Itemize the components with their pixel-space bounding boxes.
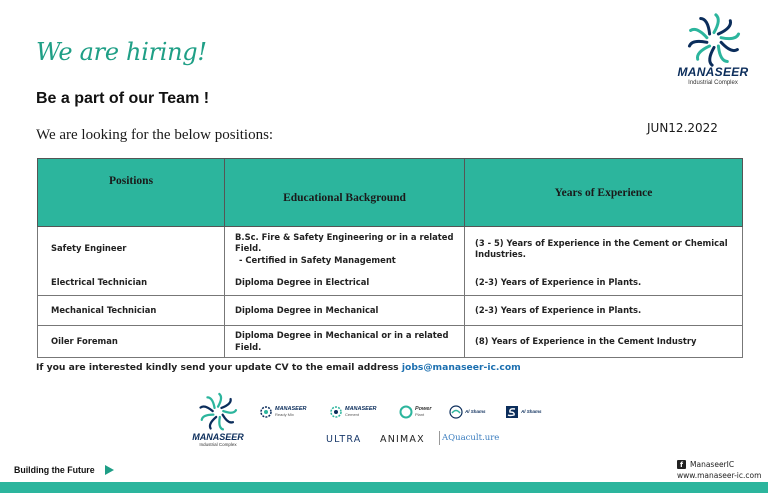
subsidiary-logo	[449, 405, 486, 419]
subsidiary-name: Al Shams	[465, 408, 486, 414]
subsidiary-name: MANASEER	[345, 406, 377, 413]
table-row	[38, 271, 743, 296]
s-mark-icon	[505, 405, 519, 419]
experience-cell: (2-3) Years of Experience in Plants.	[465, 296, 743, 326]
table-row	[38, 227, 743, 272]
header-education: Educational Background	[225, 159, 465, 227]
positions-intro: We are looking for the below positions:	[36, 127, 274, 143]
brand-tagline: Industrial Complex	[199, 442, 237, 447]
ultra-logo: ULTRA	[326, 434, 362, 445]
brand-name: MANASEER	[677, 65, 749, 79]
manaseer-logo-icon	[686, 12, 742, 68]
brand-name: MANASEER	[192, 432, 244, 442]
brand-tagline: Industrial Complex	[688, 80, 738, 86]
footer-slogan: Building the Future	[14, 465, 95, 475]
education-cell: Diploma Degree in Mechanical	[225, 296, 465, 326]
team-subheadline: Be a part of our Team !	[36, 90, 210, 107]
table-row	[38, 326, 743, 358]
subsidiary-sub: Cement	[345, 411, 360, 417]
power-plant-icon	[399, 405, 413, 419]
position-cell: Safety Engineer	[38, 227, 225, 272]
subsidiary-logo	[505, 405, 542, 419]
education-line: - Certified in Safety Management	[239, 254, 396, 265]
brand-lockup-bottom	[186, 432, 250, 447]
email-link[interactable]: jobs@manaseer-ic.com	[401, 362, 521, 373]
apply-text: If you are interested kindly send your update CV to the email address	[36, 362, 399, 373]
experience-cell: (8) Years of Experience in the Cement Industry	[465, 326, 743, 358]
apply-instructions	[36, 362, 521, 373]
ready-mix-icon	[259, 405, 273, 419]
website-link[interactable]: www.manaseer-ic.com	[677, 471, 762, 480]
subsidiary-name: MANASEER	[275, 406, 307, 413]
play-arrow-icon	[105, 465, 114, 475]
education-cell: Diploma Degree in Mechanical or in a related Field.	[225, 326, 465, 358]
subsidiary-name: Al Shams	[521, 408, 542, 414]
table-row	[38, 296, 743, 326]
facebook-icon[interactable]: f	[677, 460, 686, 469]
subsidiary-logo	[329, 405, 376, 419]
positions-table	[37, 158, 743, 358]
subsidiary-logo	[259, 405, 306, 419]
manaseer-logo-icon	[198, 392, 238, 432]
logo-divider	[439, 431, 440, 445]
cement-icon	[329, 405, 343, 419]
experience-cell: (2-3) Years of Experience in Plants.	[465, 271, 743, 296]
education-cell	[225, 227, 465, 272]
experience-cell: (3 - 5) Years of Experience in the Cement or Chemical Industries.	[465, 227, 743, 272]
subsidiary-sub: Plant	[415, 411, 425, 417]
header-positions: Positions	[38, 159, 225, 227]
position-cell: Mechanical Technician	[38, 296, 225, 326]
position-cell: Electrical Technician	[38, 271, 225, 296]
animax-logo: ANIMAX	[380, 434, 425, 445]
shield-icon	[449, 405, 463, 419]
aquaculture-logo: AQuacult.ure	[442, 433, 500, 443]
facebook-handle[interactable]: ManaseerIC	[690, 460, 735, 469]
brand-lockup	[665, 65, 761, 86]
hiring-headline: We are hiring!	[36, 38, 207, 66]
posting-date: JUN12.2022	[647, 121, 718, 135]
subsidiary-sub: Ready Mix	[275, 411, 294, 417]
subsidiary-name: Power	[415, 406, 432, 413]
header-experience: Years of Experience	[465, 159, 743, 227]
education-cell: Diploma Degree in Electrical	[225, 271, 465, 296]
subsidiary-logo	[399, 405, 432, 419]
footer-accent-bar	[0, 482, 768, 493]
position-cell: Oiler Foreman	[38, 326, 225, 358]
education-line: B.Sc. Fire & Safety Engineering or in a related Field.	[235, 231, 454, 254]
